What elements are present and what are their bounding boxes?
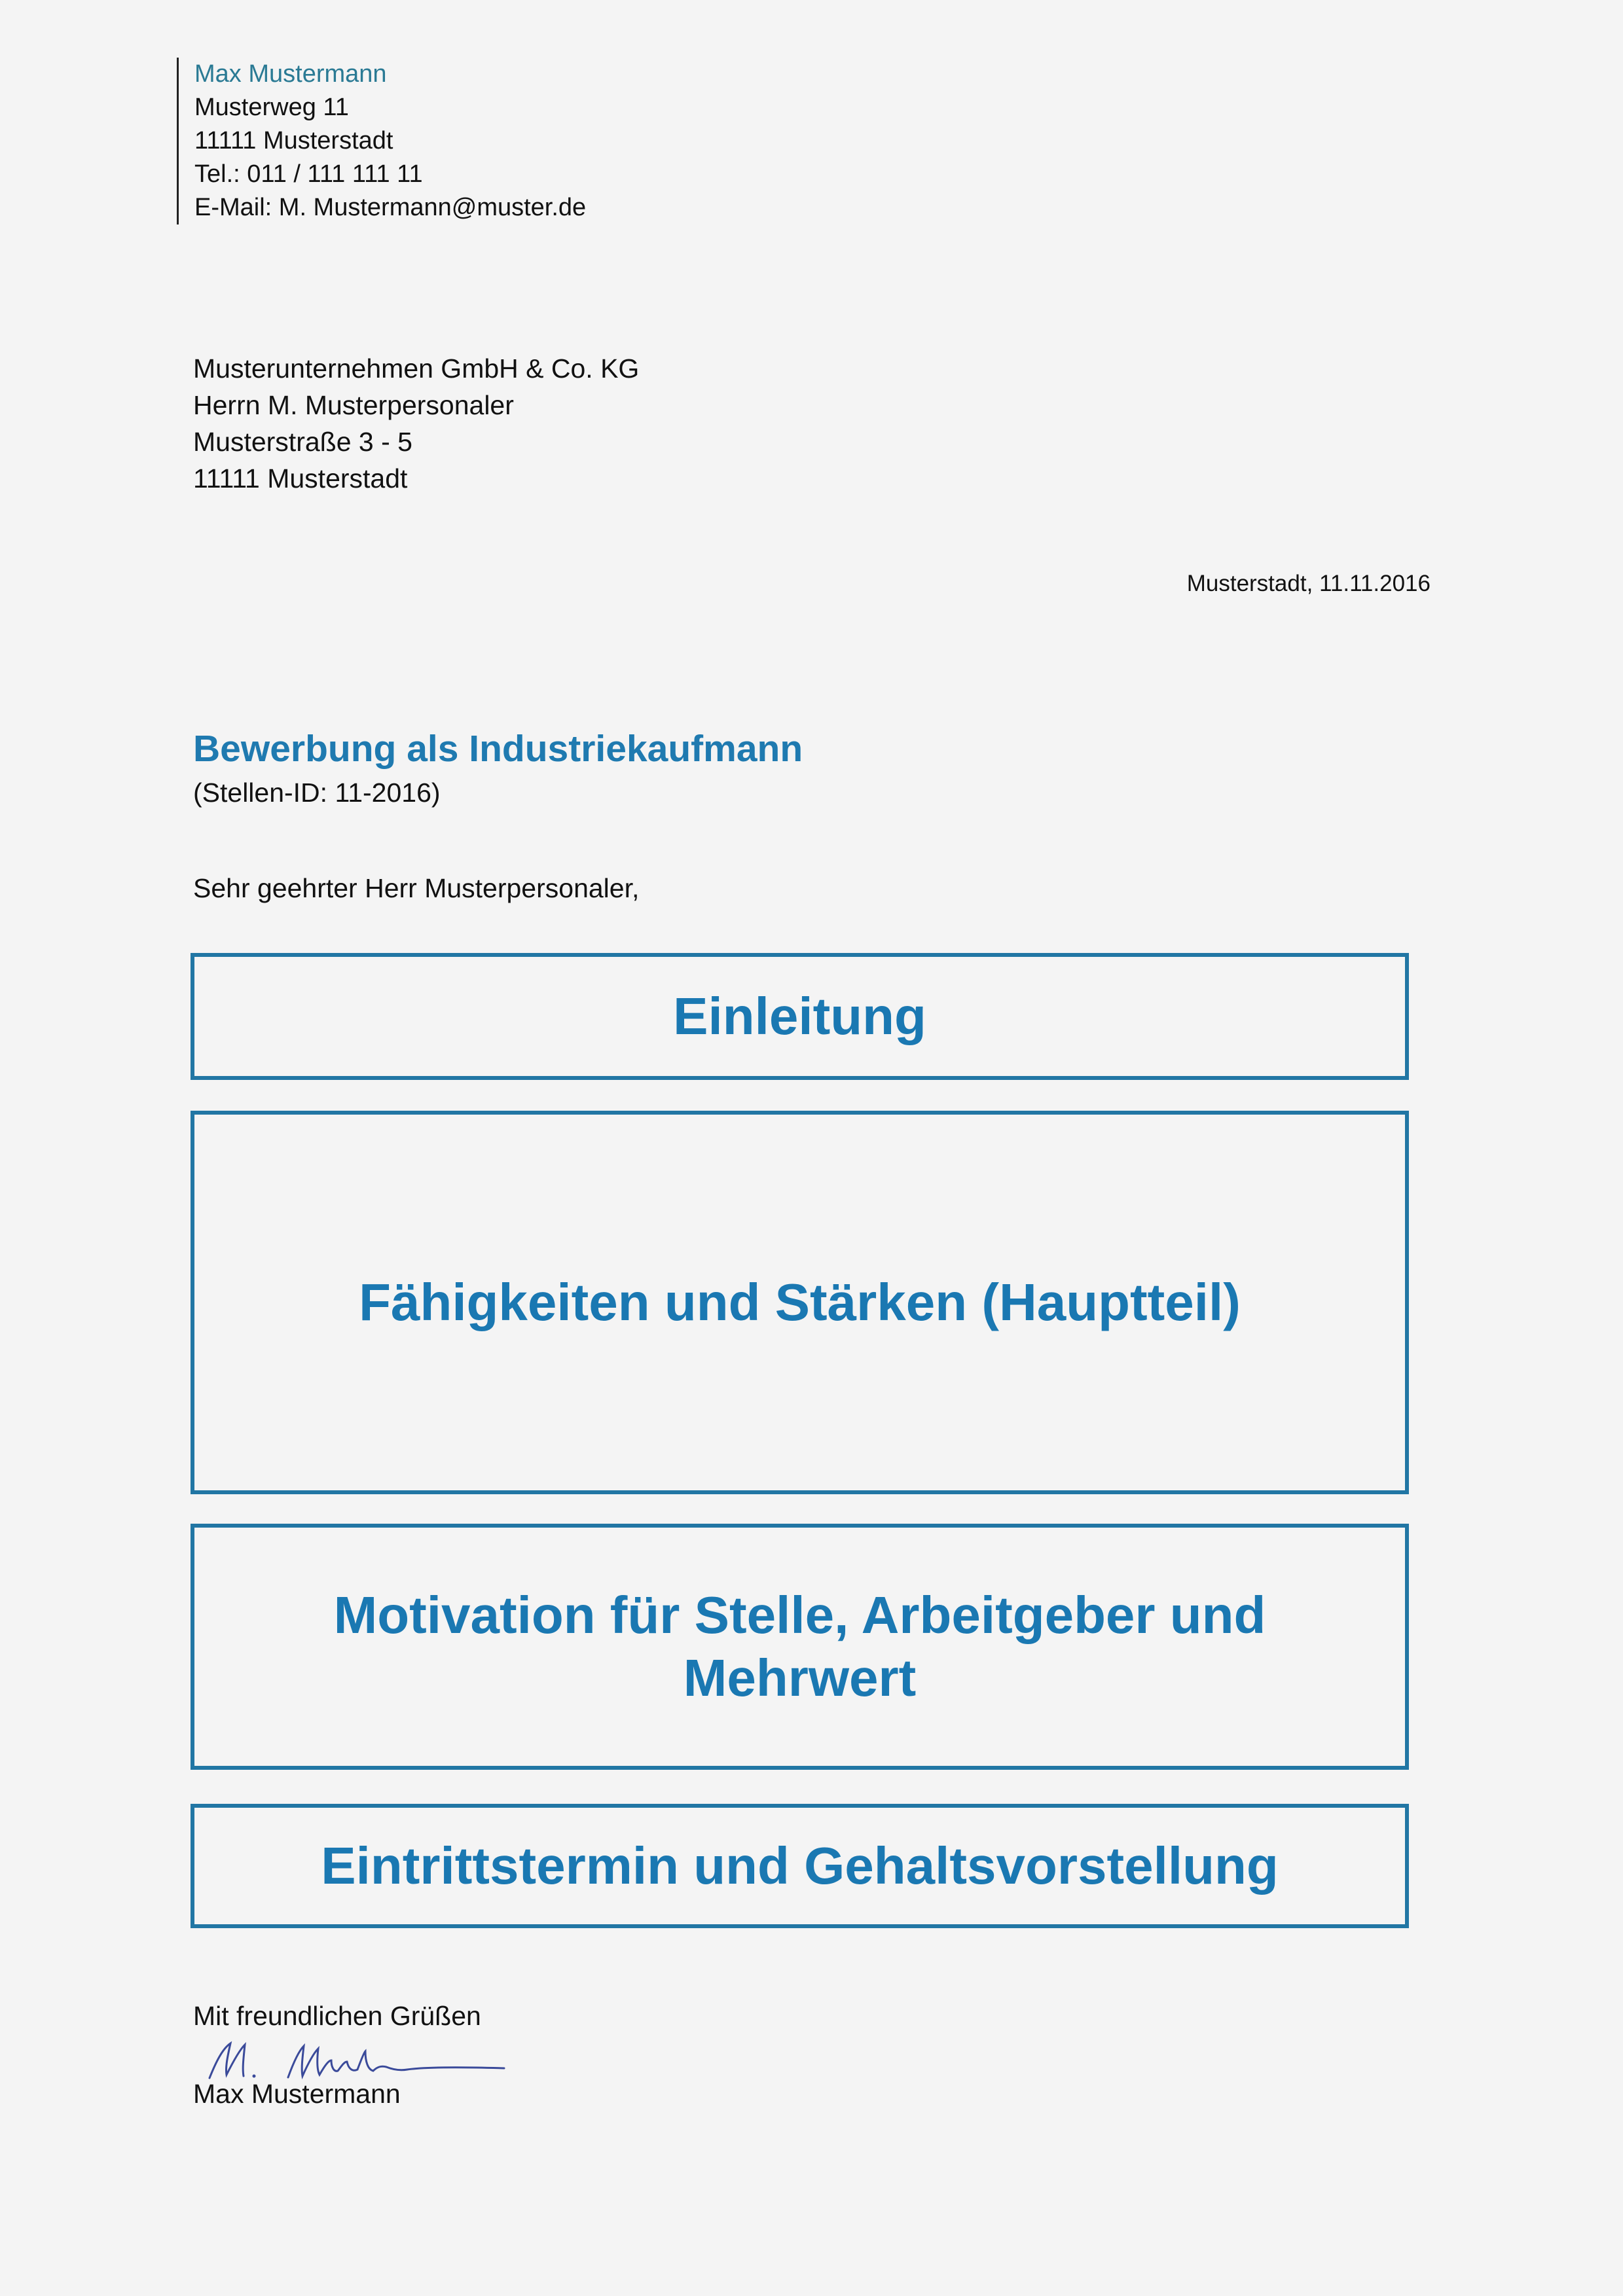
salutation: Sehr geehrter Herr Musterpersonaler, xyxy=(193,873,640,903)
section-box-introduction xyxy=(191,953,1409,1080)
recipient-block xyxy=(193,350,639,497)
section-title-skills: Fähigkeiten und Stärken (Hauptteil) xyxy=(359,1273,1241,1331)
sender-block xyxy=(177,58,586,224)
recipient-street: Musterstraße 3 - 5 xyxy=(193,427,412,457)
section-title-introduction: Einleitung xyxy=(673,987,926,1045)
section-title-motivation: Motivation für Stelle, Arbeitgeber und Mehrwert xyxy=(333,1586,1266,1707)
sender-city: 11111 Musterstadt xyxy=(194,127,393,154)
section-title-start-date-salary: Eintrittstermin und Gehaltsvorstellung xyxy=(321,1837,1279,1895)
sender-name: Max Mustermann xyxy=(194,60,387,88)
section-box-skills xyxy=(191,1111,1409,1494)
sender-phone: Tel.: 011 / 111 111 11 xyxy=(194,160,423,188)
job-reference: (Stellen-ID: 11-2016) xyxy=(193,778,441,808)
sender-street: Musterweg 11 xyxy=(194,94,349,121)
closing-phrase: Mit freundlichen Grüßen xyxy=(193,2001,481,2031)
sender-email: E-Mail: M. Mustermann@muster.de xyxy=(194,194,587,221)
subject-line: Bewerbung als Industriekaufmann xyxy=(193,728,803,770)
signature-name: Max Mustermann xyxy=(193,2079,401,2109)
recipient-company: Musterunternehmen GmbH & Co. KG xyxy=(193,353,640,384)
section-box-start-date-salary xyxy=(191,1804,1409,1928)
section-box-motivation xyxy=(191,1524,1409,1770)
recipient-contact: Herrn M. Musterpersonaler xyxy=(193,390,514,420)
recipient-city: 11111 Musterstadt xyxy=(193,463,408,493)
letter-date: Musterstadt, 11.11.2016 xyxy=(1186,571,1431,596)
